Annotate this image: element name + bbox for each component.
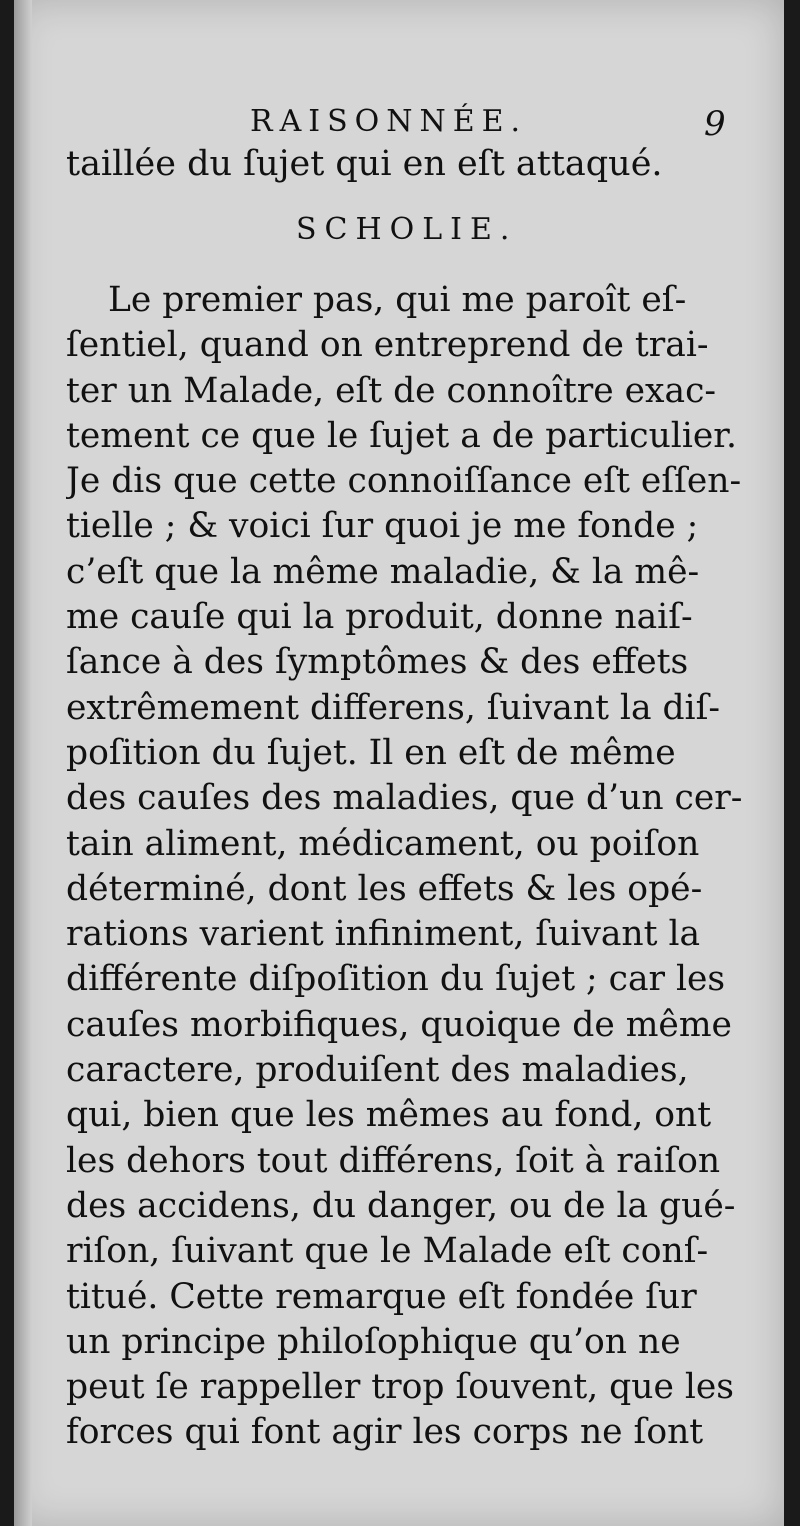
section-heading: SCHOLIE. [296,212,518,247]
page-number: 9 [704,104,726,144]
text-line: riſon, ſuivant que le Malade eſt conſ- [66,1231,709,1272]
text-line: tain aliment, médicament, ou poiſon [66,823,700,864]
text-line: différente diſpoſition du ſujet ; car les [66,959,726,1000]
text-line: les dehors tout différens, ſoit à raiſon [66,1140,721,1181]
carry-over-line: taillée du ſujet qui en eſt attaqué. [66,144,663,184]
body-text [66,278,746,1456]
running-title: RAISONNÉE. [250,104,528,139]
text-line: caractere, produiſent des maladies, [66,1050,689,1091]
text-line: me cauſe qui la produit, donne naiſ- [66,597,693,638]
text-line: des cauſes des maladies, que d’un cer- [66,778,743,819]
text-line: Le premier pas, qui me paroît eſ- [108,280,687,320]
text-line: ſance à des ſymptômes & des effets [66,642,689,683]
text-line: tielle ; & voici ſur quoi je me fonde ; [66,506,699,547]
text-line: ſentiel, quand on entreprend de trai- [66,325,709,366]
text-line: rations varient infiniment, ſuivant la [66,914,701,955]
text-line: poſition du ſujet. Il en eſt de même [66,732,676,773]
book-page [14,0,784,1526]
text-line: extrêmement differens, ſuivant la diſ- [66,687,721,728]
running-head [14,104,784,144]
text-line: ter un Malade, eſt de connoître exac- [66,370,717,411]
text-line: un principe philoſophique qu’on ne [66,1321,681,1362]
text-line: c’eſt que la même maladie, & la mê- [66,551,700,592]
text-line: tement ce que le ſujet a de particulier. [66,415,737,456]
text-line: peut ſe rappeller trop ſouvent, que les [66,1367,734,1408]
page-gutter-shadow [14,0,32,1526]
text-line: qui, bien que les mêmes au fond, ont [66,1095,712,1136]
text-line: Je dis que cette connoiſſance eſt eſſen- [66,461,742,502]
text-line: titué. Cette remarque eſt fondée ſur [66,1276,697,1317]
text-line: forces qui font agir les corps ne ſont [66,1412,704,1453]
text-line: des accidens, du danger, ou de la gué- [66,1185,736,1226]
text-line: déterminé, dont les effets & les opé- [66,868,703,909]
text-line: cauſes morbifiques, quoique de même [66,1004,732,1045]
